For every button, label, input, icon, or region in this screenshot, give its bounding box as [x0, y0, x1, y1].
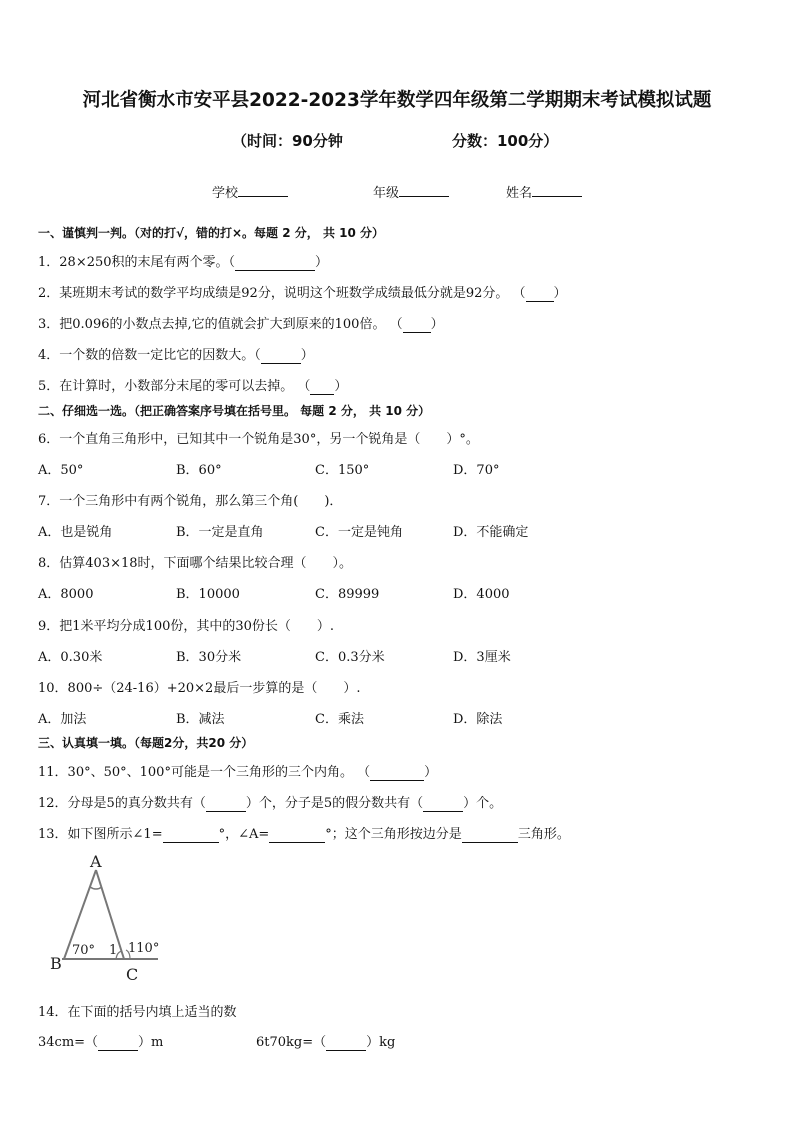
angle-1-label: 1 [109, 943, 118, 958]
section2-heading: 二、仔细选一选。（把正确答案序号填在括号里。 每题 2 分， 共 10 分） [38, 404, 431, 418]
exam-score: 分数：100分） [452, 132, 559, 150]
answer-blank[interactable] [98, 1035, 138, 1051]
triangle-figure [40, 848, 180, 988]
page-title: 河北省衡水市安平县2022-2023学年数学四年级第二学期期末考试模拟试题 [82, 90, 712, 111]
question-14: 14．在下面的括号内填上适当的数 [38, 1005, 237, 1020]
question-6: 6．一个直角三角形中，已知其中一个锐角是30°，另一个锐角是（ ）°。 [38, 432, 479, 447]
option-8d[interactable]: D．4000 [453, 587, 510, 602]
question-2: 2．某班期末考试的数学平均成绩是92分，说明这个班数学成绩最低分就是92分。 （ ） [38, 286, 567, 301]
answer-blank[interactable] [370, 765, 424, 781]
option-8a[interactable]: A．8000 [38, 587, 94, 602]
option-7a[interactable]: A．也是锐角 [38, 525, 113, 540]
option-10b[interactable]: B．减法 [176, 712, 225, 727]
option-7b[interactable]: B．一定是直角 [176, 525, 264, 540]
answer-blank[interactable] [269, 827, 325, 843]
answer-blank[interactable] [423, 796, 463, 812]
school-label: 学校 [212, 186, 239, 201]
question-11: 11．30°、50°、100°可能是一个三角形的三个内角。 （ ） [38, 765, 438, 780]
question-10: 10．800÷（24-16）+20×2最后一步算的是（ ）. [38, 681, 361, 696]
option-8b[interactable]: B．10000 [176, 587, 240, 602]
question-12: 12．分母是5的真分数共有（ ）个，分子是5的假分数共有（ ）个。 [38, 796, 503, 811]
answer-blank[interactable] [235, 255, 315, 271]
option-9d[interactable]: D．3厘米 [453, 650, 511, 665]
angle-a-arc [90, 887, 102, 889]
name-blank[interactable] [532, 183, 582, 197]
option-10a[interactable]: A．加法 [38, 712, 87, 727]
question-14-item-1: 34cm=（ ）m [38, 1035, 164, 1050]
section1-heading: 一、谨慎判一判。（对的打√，错的打×。每题 2 分， 共 10 分） [38, 226, 384, 240]
angle-ext-label: 110° [128, 941, 160, 956]
answer-blank[interactable] [526, 286, 554, 302]
grade-blank[interactable] [399, 183, 449, 197]
option-10c[interactable]: C．乘法 [315, 712, 364, 727]
option-6d[interactable]: D．70° [453, 463, 500, 478]
question-3: 3．把0.096的小数点去掉,它的值就会扩大到原来的100倍。 （ ） [38, 317, 444, 332]
question-13: 13．如下图所示∠1= °，∠A= °；这个三角形按边分是 三角形。 [38, 827, 570, 842]
option-6c[interactable]: C．150° [315, 463, 370, 478]
grade-field[interactable] [373, 182, 449, 201]
option-9b[interactable]: B．30分米 [176, 650, 242, 665]
option-8c[interactable]: C．89999 [315, 587, 380, 602]
question-5: 5．在计算时，小数部分末尾的零可以去掉。 （ ） [38, 379, 348, 394]
question-14-item-2: 6t70kg=（ ）kg [256, 1035, 396, 1050]
question-9: 9．把1米平均分成100份，其中的30份长（ ）. [38, 619, 335, 634]
answer-blank[interactable] [261, 348, 301, 364]
option-9a[interactable]: A．0.30米 [38, 650, 103, 665]
question-1: 1．28×250积的末尾有两个零。（ ） [38, 255, 329, 270]
vertex-b-label: B [50, 954, 62, 973]
exam-time: （时间：90分钟 [232, 132, 343, 150]
option-7d[interactable]: D．不能确定 [453, 525, 529, 540]
answer-blank[interactable] [462, 827, 518, 843]
school-field[interactable] [212, 182, 288, 201]
question-4: 4．一个数的倍数一定比它的因数大。（ ） [38, 348, 314, 363]
vertex-a-label: A [90, 852, 102, 871]
answer-blank[interactable] [403, 317, 431, 333]
option-6b[interactable]: B．60° [176, 463, 222, 478]
answer-blank[interactable] [163, 827, 219, 843]
option-6a[interactable]: A．50° [38, 463, 84, 478]
name-label: 姓名 [506, 186, 533, 201]
school-blank[interactable] [238, 183, 288, 197]
section3-heading: 三、认真填一填。（每题2分，共20 分） [38, 736, 254, 750]
vertex-c-label: C [126, 965, 139, 984]
question-7: 7．一个三角形中有两个锐角，那么第三个角( )． [38, 494, 343, 509]
answer-blank[interactable] [310, 379, 334, 395]
option-9c[interactable]: C．0.3分米 [315, 650, 385, 665]
option-7c[interactable]: C．一定是钝角 [315, 525, 403, 540]
angle-b-label: 70° [72, 943, 96, 958]
name-field[interactable] [506, 182, 582, 201]
grade-label: 年级 [373, 186, 400, 201]
answer-blank[interactable] [326, 1035, 366, 1051]
option-10d[interactable]: D．除法 [453, 712, 503, 727]
answer-blank[interactable] [206, 796, 246, 812]
question-8: 8．估算403×18时，下面哪个结果比较合理（ ）。 [38, 556, 353, 571]
